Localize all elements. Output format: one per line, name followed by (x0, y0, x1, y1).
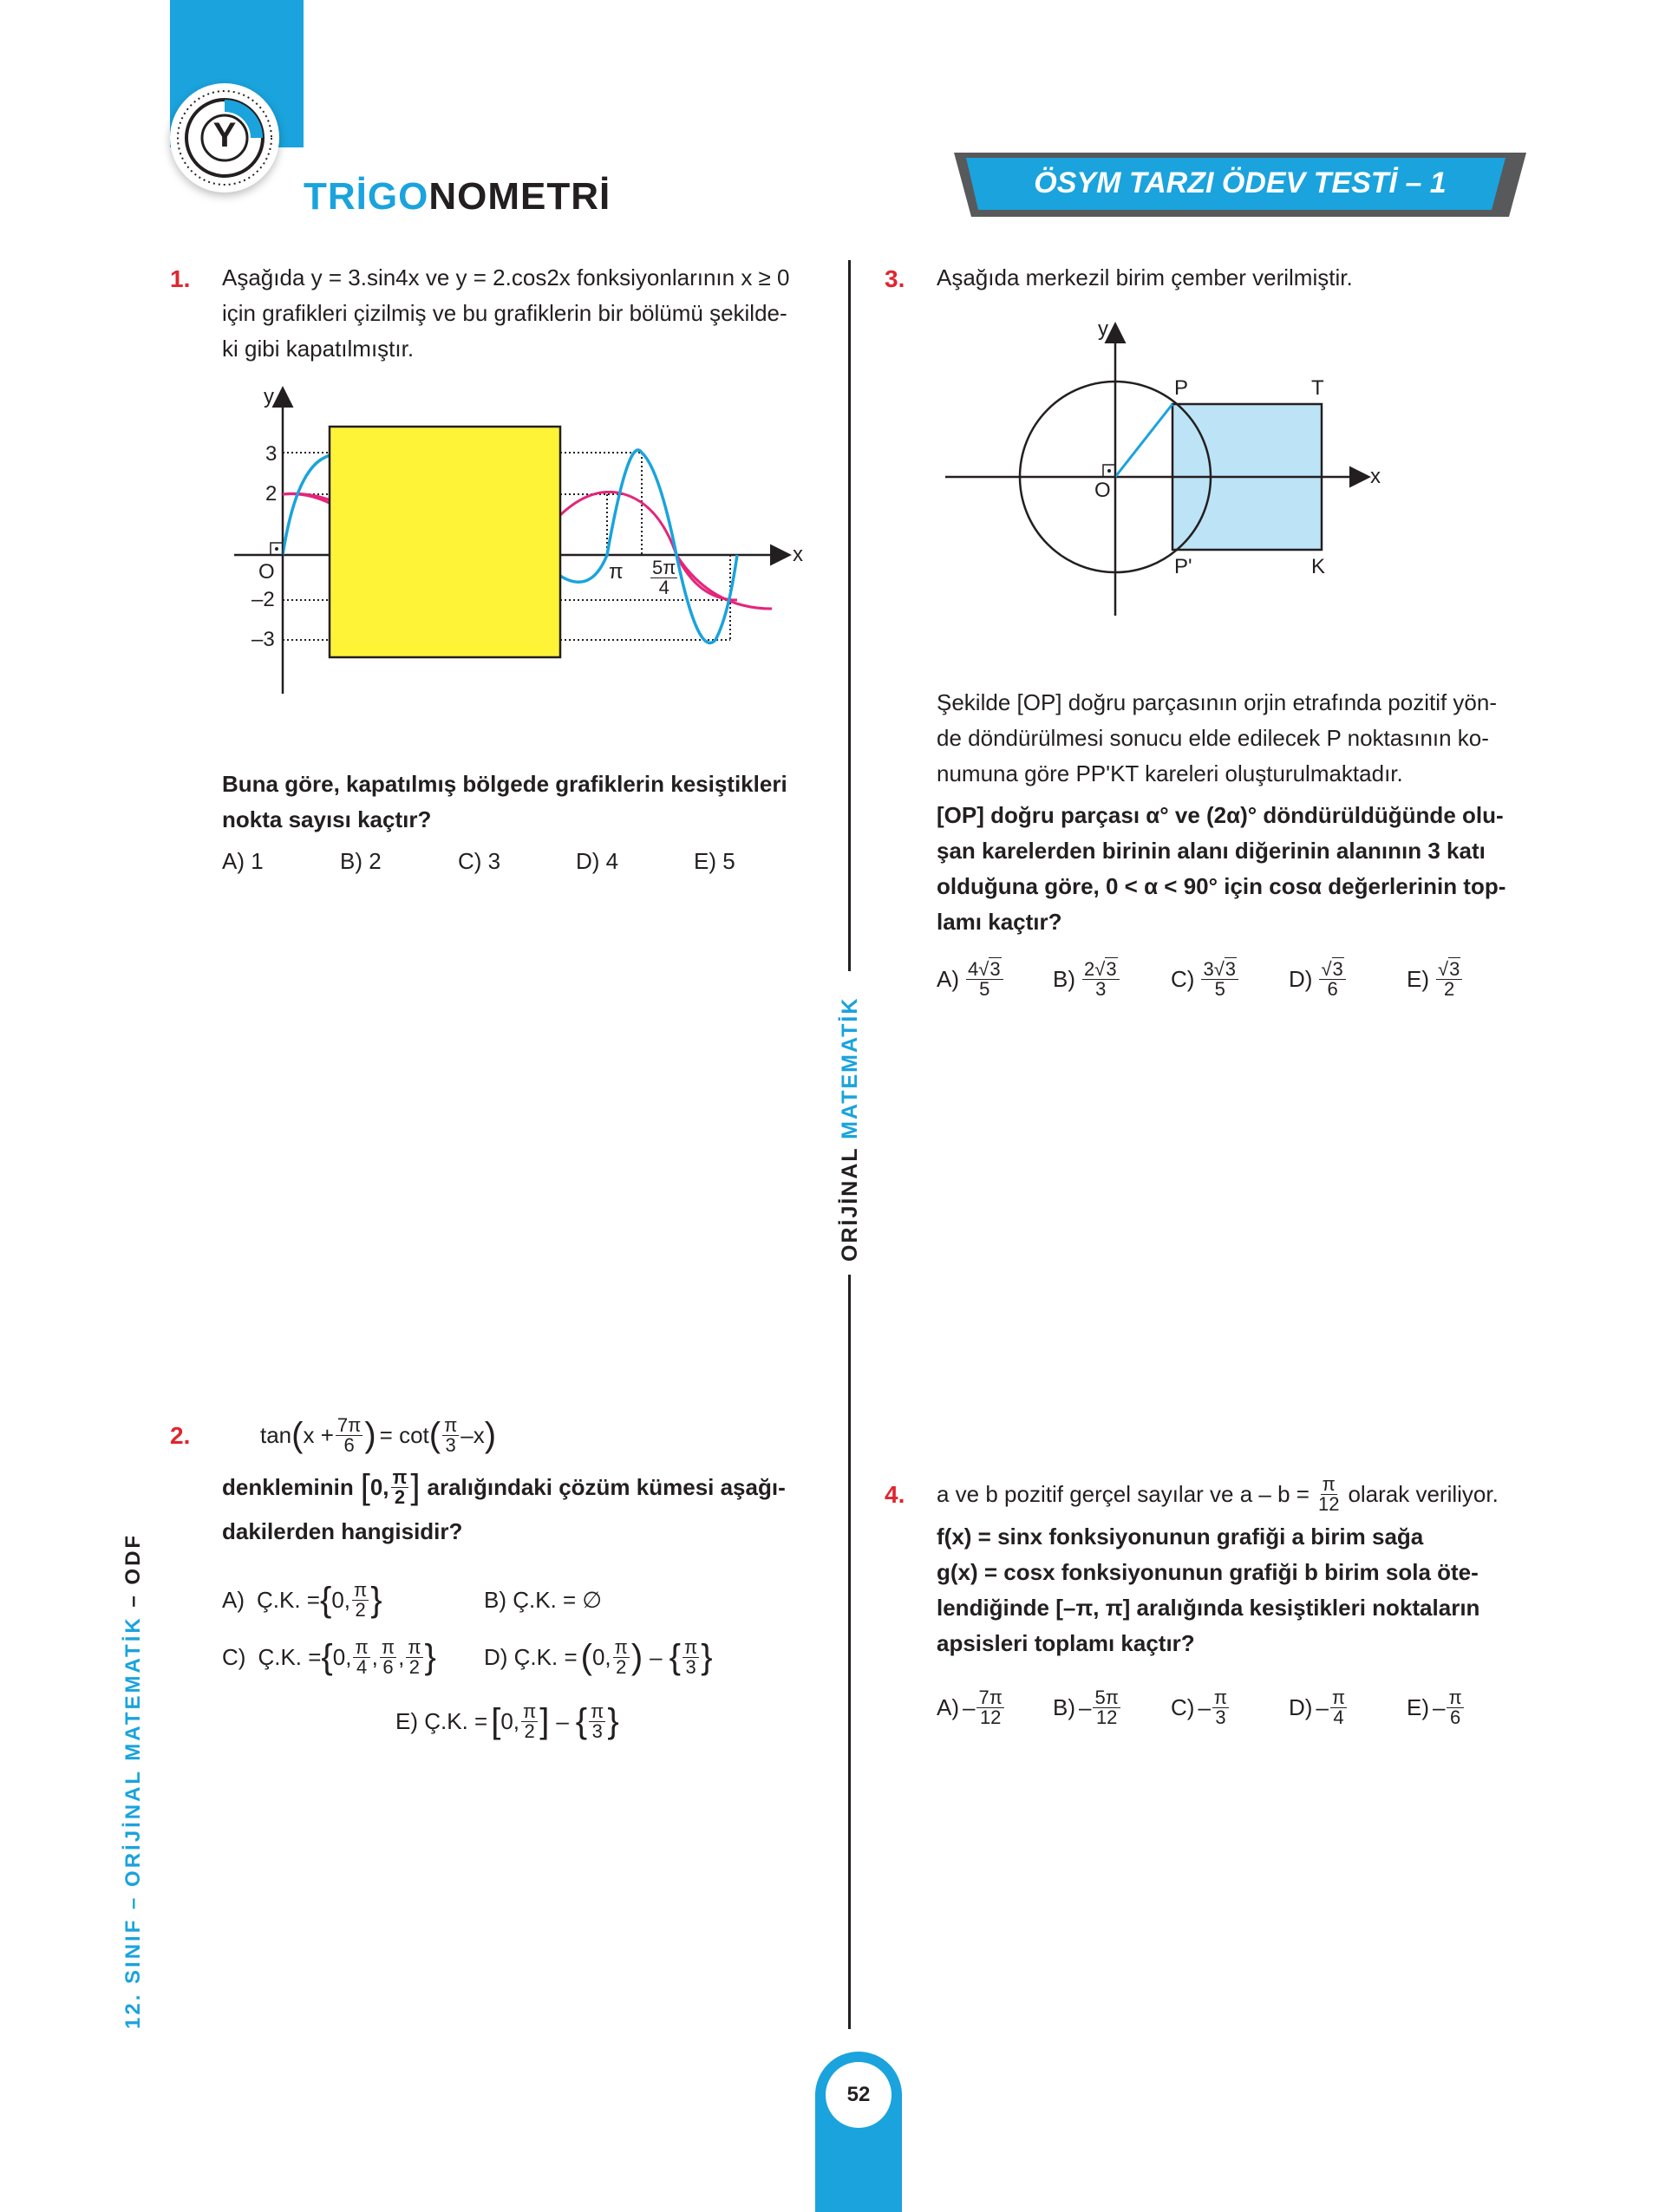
q3-figure (945, 317, 1396, 621)
q3-b-den: 3 (1095, 977, 1107, 1000)
q2-int-pi: π (392, 1465, 408, 1488)
q1-choice-c[interactable]: C) 3 (458, 848, 501, 874)
q4-c-d: 3 (1215, 1706, 1226, 1728)
q1-question (222, 767, 829, 838)
q4-line1a: a ve b pozitif gerçel sayılar ve a – b = (937, 1481, 1310, 1507)
q2-a-zero: 0, (331, 1587, 351, 1613)
q1-line: ki gibi kapatılmıştır. (222, 336, 415, 362)
center-label (838, 997, 863, 1262)
q3-question-line: olduğuna göre, 0 < α < 90° için cosα değerlerinin top- (937, 873, 1506, 899)
q4-text (937, 1519, 1544, 1661)
center-divider-top (848, 260, 851, 971)
q2-number: 2. (170, 1422, 191, 1449)
q2-line1a: denkleminin (222, 1474, 354, 1500)
q2-d-minus: – (650, 1644, 663, 1670)
q2-c-pi1: π (355, 1635, 369, 1658)
q1-text (222, 260, 820, 367)
q2-n1: 7π (336, 1413, 362, 1436)
side-label-part3: – ODF (121, 1532, 145, 1616)
q2-line2: dakilerden hangisidir? (222, 1518, 463, 1544)
q3-e-den: 2 (1444, 977, 1455, 1000)
q2-n2: π (444, 1413, 458, 1436)
side-label (121, 1533, 146, 2029)
center-label-part1: ORİJİNAL (838, 1139, 862, 1262)
q3-choice-b[interactable]: B) $\frac{2√3}{3}$ (1053, 957, 1121, 1001)
q1-choice-d[interactable]: D) 4 (576, 848, 619, 874)
page-title-part1: TRİGO (304, 175, 429, 218)
q2-c-ck: Ç.K. = (258, 1644, 322, 1670)
q2-c-d1: 4 (356, 1655, 368, 1678)
q3-t-label: T (1311, 376, 1324, 400)
q1-tick-origin: O (258, 560, 275, 584)
q3-d-den: 6 (1327, 977, 1338, 1000)
q3-choice-c[interactable]: C) $\frac{3√3}{5}$ (1171, 957, 1240, 1001)
q3-choice-d[interactable]: D) $\frac{√3}{6}$ (1289, 957, 1348, 1001)
q3-c-label: C) (1171, 966, 1195, 992)
q2-xplus: x + (303, 1422, 334, 1448)
q3-c-rad: 3 (1225, 957, 1237, 980)
q1-line: için grafikleri çizilmiş ve bu grafiklerin bir bölümü şekilde- (222, 300, 787, 326)
q4-line: apsisleri toplamı kaçtır? (937, 1630, 1195, 1656)
q2-choice-e[interactable]: E) Ç.K. = [ 0, $\frac{\pi}{2}$ ] – { $\frac{\pi}{3}$ } (395, 1700, 619, 1742)
q4-line: g(x) = cosx fonksiyonunun grafiği b birim sola öte- (937, 1559, 1479, 1585)
q3-d-label: D) (1289, 966, 1313, 992)
q1-tick-neg3: –3 (251, 628, 275, 651)
q3-a-label: A) (937, 966, 959, 992)
q2-equation: tan ( x + $\frac{7\pi}{6}$ ) = cot ( $\frac{\pi}{3}$ –x ) (260, 1413, 497, 1456)
q2-e-pi1: π (523, 1700, 537, 1722)
q4-choice-e[interactable]: E) – $\frac{\pi}{6}$ (1407, 1686, 1462, 1728)
q1-x-label: x (793, 543, 803, 566)
q2-d-d1: 2 (616, 1655, 627, 1678)
q4-d-label: D) (1289, 1694, 1313, 1720)
q4-a-label: A) (937, 1694, 959, 1720)
q1-line: Aşağıda y = 3.sin4x ve y = 2.cos2x fonksiyonlarının x ≥ 0 (222, 264, 790, 290)
q2-e-zero: 0, (500, 1708, 520, 1734)
q3-p2-label: P' (1174, 555, 1192, 578)
q1-tick-2: 2 (265, 482, 278, 506)
q4-e-label: E) (1407, 1694, 1429, 1720)
q4-c-n: π (1213, 1686, 1228, 1708)
page-title (304, 175, 611, 219)
q4-d-d: 4 (1333, 1706, 1344, 1728)
q3-line: de döndürülmesi sonucu elde edilecek P noktasının ko- (937, 725, 1489, 751)
q3-o-label: O (1094, 479, 1111, 502)
q2-d-label: D) Ç.K. = (484, 1644, 578, 1670)
q1-graph (225, 382, 815, 711)
q3-a-den: 5 (979, 977, 990, 1000)
q2-e-pi2: π (591, 1700, 604, 1722)
test-title: ÖSYM TARZI ÖDEV TESTİ – 1 (1034, 166, 1447, 199)
q2-d-pi1: π (614, 1635, 628, 1658)
q2-d-zero: 0, (591, 1644, 611, 1670)
q3-e-rad: 3 (1449, 957, 1460, 980)
q1-four: 4 (658, 577, 669, 598)
q2-choice-d[interactable]: D) Ç.K. = ( 0, $\frac{\pi}{2}$ ) – { $\frac{\pi}{3}$ } (484, 1635, 713, 1678)
q2-c-pi3: π (408, 1635, 421, 1658)
q2-a-label: A) (222, 1587, 245, 1613)
q4-a-d: 12 (979, 1706, 1002, 1728)
q4-line: f(x) = sinx fonksiyonunun grafiği a birim sağa (937, 1524, 1424, 1550)
q4-b-n: 5π (1094, 1686, 1119, 1708)
q4-d-n: π (1331, 1686, 1346, 1708)
q4-line: lendiğinde [–π, π] aralığında kesiştikleri noktaların (937, 1595, 1480, 1621)
q2-choice-c[interactable]: C) Ç.K. = { 0, $\frac{\pi}{4}$ , $\frac{\pi}{6}$ , $\frac{\pi}{2}$ } (222, 1635, 436, 1678)
q2-choice-a[interactable]: A) Ç.K. = { 0, $\frac{\pi}{2}$ } (222, 1578, 382, 1621)
q2-a-pi: π (354, 1578, 368, 1601)
q4-choice-b[interactable]: B) – $\frac{5\pi}{12}$ (1053, 1686, 1119, 1728)
q3-c-coef: 3 (1203, 957, 1214, 980)
q3-choice-e[interactable]: E) $\frac{√3}{2}$ (1407, 957, 1464, 1001)
q3-choices (937, 957, 1544, 1009)
q2-a-ck: Ç.K. = (257, 1587, 320, 1613)
q3-line: Şekilde [OP] doğru parçasının orjin etrafında pozitif yön- (937, 689, 1498, 715)
q3-a-rad: 3 (990, 957, 1001, 980)
q2-line1b: aralığındaki çözüm kümesi aşağı- (427, 1474, 786, 1500)
logo-letter: Y (212, 116, 237, 154)
q2-int: 0, (369, 1474, 389, 1500)
q3-b-coef: 2 (1084, 957, 1095, 980)
side-label-part2: MATEMATİK (121, 1615, 145, 1761)
q3-text (937, 685, 1544, 792)
q2-line1: denkleminin [ 0, $\frac{\pi}{2}$ ] aralığındaki çözüm kümesi aşağı- (222, 1465, 786, 1508)
test-title-banner (954, 153, 1526, 217)
center-label-part2: MATEMATİK (838, 996, 862, 1139)
q2-tan: tan (260, 1422, 292, 1448)
q3-intro: Aşağıda merkezil birim çember verilmiştir. (937, 264, 1353, 290)
header-clock-logo (170, 83, 279, 192)
q2-c-d2: 6 (382, 1655, 394, 1678)
q2-c-zero: 0, (332, 1644, 352, 1670)
q1-number: 1. (170, 265, 191, 292)
q4-choices (937, 1686, 1544, 1738)
q3-k-label: K (1311, 555, 1326, 578)
q2-eqcot: = cot (379, 1422, 429, 1448)
q4-line1b: olarak veriliyor. (1348, 1481, 1499, 1507)
q3-question (937, 798, 1544, 940)
q4-number: 4. (885, 1481, 905, 1508)
q3-a-coef: 4 (968, 957, 979, 980)
q2-choice-b[interactable]: B) Ç.K. = ∅ (484, 1587, 603, 1613)
q3-question-line: şan karelerden birinin alanı diğerinin alanının 3 katı (937, 838, 1486, 864)
page-number-badge (826, 2062, 892, 2128)
q4-line1-n: π (1322, 1472, 1336, 1495)
q2-e-d1: 2 (524, 1719, 535, 1742)
q2-c-pi2: π (381, 1635, 395, 1658)
q3-question-line: [OP] doğru parçası α° ve (2α)° döndürüldüğünde olu- (937, 802, 1504, 828)
q4-e-n: π (1448, 1686, 1462, 1708)
center-divider-bottom (848, 1275, 851, 2029)
q1-y-label: y (264, 385, 274, 408)
q2-e-minus: – (556, 1708, 569, 1734)
q2-d2: 3 (445, 1433, 456, 1456)
q3-line: numuna göre PP'KT kareleri oluşturulmaktadır. (937, 760, 1403, 786)
q4-choice-a[interactable]: A) – $\frac{7\pi}{12}$ (937, 1686, 1003, 1728)
q3-b-rad: 3 (1106, 957, 1117, 980)
q4-a-n: 7π (978, 1686, 1003, 1708)
q1-question-line: Buna göre, kapatılmış bölgede grafiklerin kesiştikleri (222, 771, 787, 797)
q4-b-label: B) (1053, 1694, 1075, 1720)
q3-e-label: E) (1407, 966, 1429, 992)
q4-c-label: C) (1171, 1694, 1195, 1720)
q1-tick-3: 3 (265, 442, 278, 466)
q2-int-two: 2 (394, 1485, 406, 1508)
q2-a-d: 2 (355, 1598, 366, 1621)
q1-tick-pi: π (609, 560, 624, 584)
q3-p-label: P (1174, 376, 1189, 400)
q1-tick-5pi4 (649, 558, 679, 597)
q4-line1 (937, 1472, 1561, 1516)
q1-5pi: 5π (652, 557, 676, 578)
q4-line1-d: 12 (1317, 1492, 1340, 1515)
q2-e-label: E) Ç.K. = (395, 1708, 488, 1734)
q4-e-d: 6 (1449, 1706, 1461, 1728)
q3-question-line: lamı kaçtır? (937, 909, 1062, 935)
q3-choice-a[interactable]: A) $\frac{4√3}{5}$ (937, 957, 1005, 1001)
q2-e-d2: 3 (591, 1719, 603, 1742)
page-number: 52 (846, 2083, 871, 2106)
q3-y-label: y (1098, 317, 1108, 341)
q2-d1: 6 (343, 1433, 355, 1456)
q3-number: 3. (885, 265, 905, 292)
q3-d-rad: 3 (1332, 957, 1343, 980)
q4-choice-c[interactable]: C) – $\frac{\pi}{3}$ (1171, 1686, 1228, 1728)
q3-c-den: 5 (1214, 977, 1225, 1000)
q1-choice-b[interactable]: B) 2 (340, 848, 382, 874)
q2-c-label: C) (222, 1644, 246, 1670)
q2-d-d2: 3 (685, 1655, 696, 1678)
q4-choice-d[interactable]: D) – $\frac{\pi}{4}$ (1289, 1686, 1346, 1728)
q4-b-d: 12 (1095, 1706, 1118, 1728)
q1-tick-neg2: –2 (251, 588, 275, 611)
q1-choice-a[interactable]: A) 1 (222, 848, 264, 874)
q1-question-line: nokta sayısı kaçtır? (222, 806, 432, 832)
q3-x-label: x (1370, 465, 1381, 488)
q2-d-pi2: π (684, 1635, 698, 1658)
q3-b-label: B) (1053, 966, 1075, 992)
q2-minusx: –x (460, 1422, 485, 1448)
side-label-part1: 12. SINIF – ORİJİNAL (121, 1760, 145, 2029)
page-title-part2: NOMETRİ (428, 175, 611, 218)
q2-c-d3: 2 (408, 1655, 421, 1678)
q1-choice-e[interactable]: E) 5 (694, 848, 735, 874)
